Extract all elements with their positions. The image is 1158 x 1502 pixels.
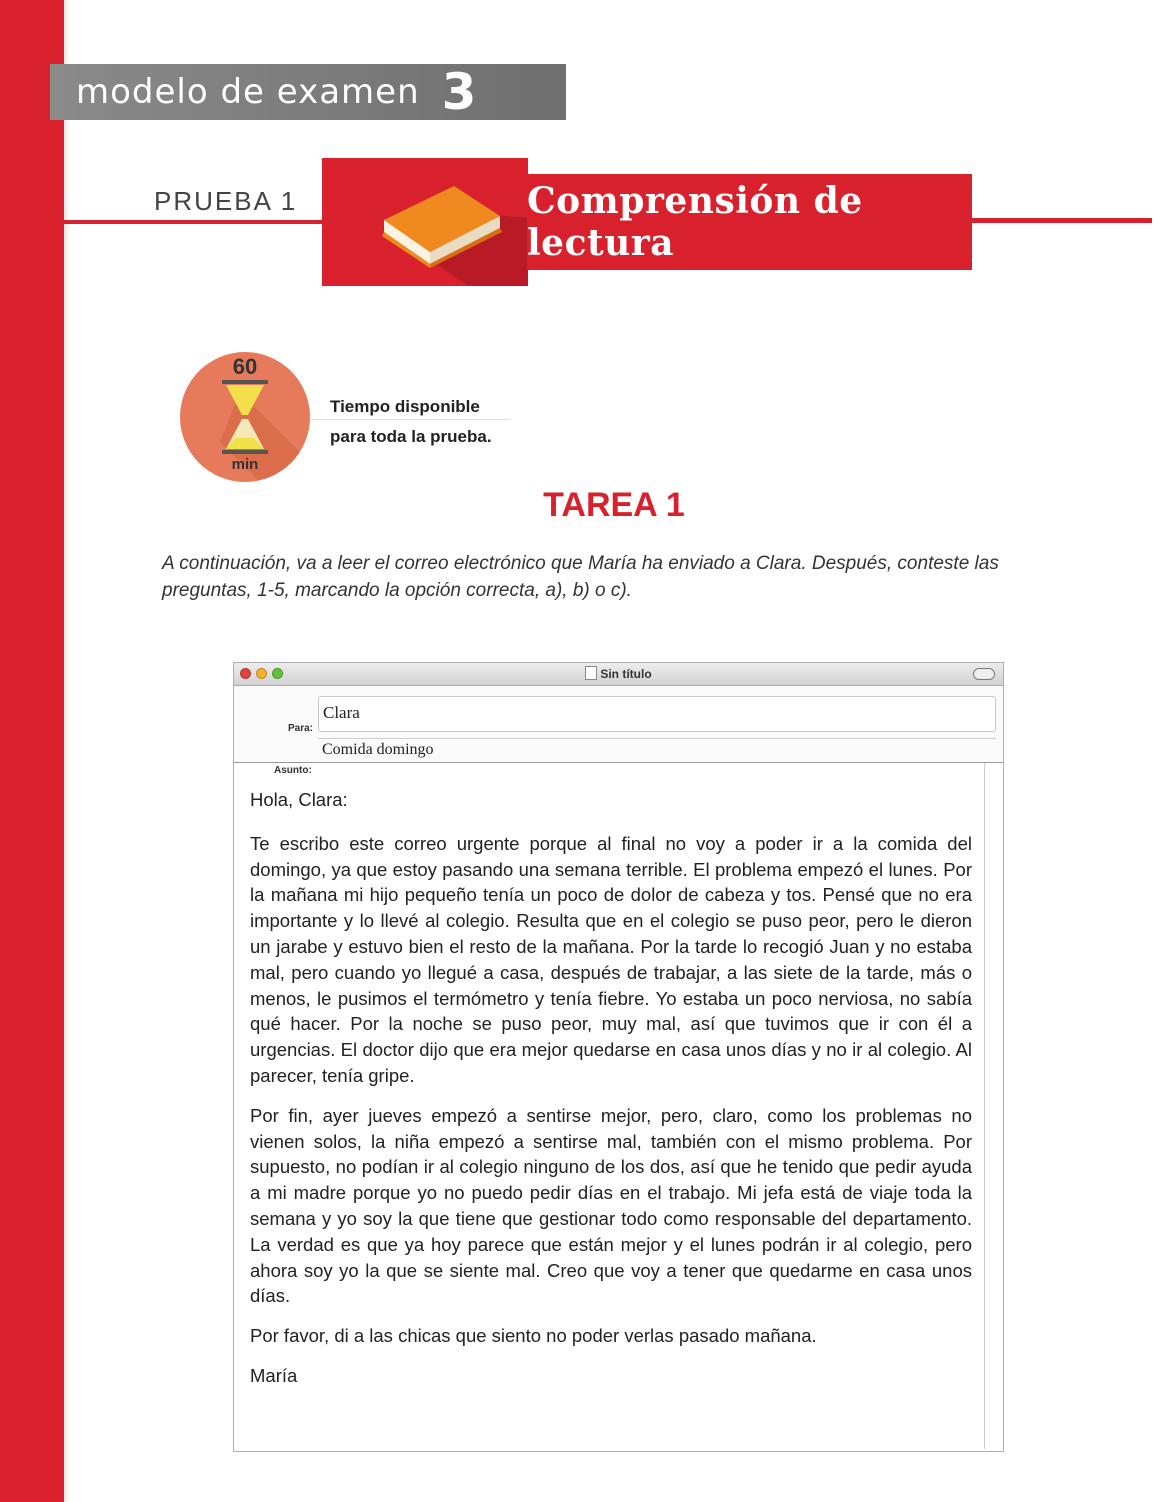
email-paragraph-1: Te escribo este correo urgente porque al final no voy a poder ir a la comida del domingo, ya que estoy pasando una semana terrible. El problema empezó el lunes. Por la mañana mi hijo pequeño tenía un poco de dolor de cabeza y tos. Pensé que no era importante y lo llevé al colegio. Resulta que en el colegio se puso peor, pero le dieron un jarabe y estuvo bien el resto de la mañana. Por la tarde lo recogió Juan y no estaba mal, pero cuando yo llegué a casa, después de trabajar, a las siete de la tarde, más o menos, le pusimos el termómetro y tenía fiebre. Yo estaba un poco nerviosa, no sabía qué hacer. Por la noche se puso peor, muy mal, así que tuvimos que ir con él a urgencias. El doctor dijo que era mejor quedarse en casa unos días y no ir al colegio. Al parecer, tenía gripe.	[250, 832, 972, 1086]
email-scrollbar[interactable]	[984, 763, 995, 1449]
email-signature: María	[250, 1364, 298, 1386]
to-field[interactable]: Clara	[318, 696, 996, 732]
email-paragraph-3: Por favor, di a las chicas que siento no poder verlas pasado mañana.	[250, 1325, 817, 1347]
exam-model-banner	[50, 64, 566, 120]
timer-badge	[180, 352, 310, 482]
email-header	[234, 686, 1003, 776]
task-instructions: A continuación, va a leer el correo electrónico que María ha enviado a Clara. Después, conteste las preguntas, 1-5, marcando la opción correcta, a), b) o c).	[162, 553, 999, 601]
toolbar-toggle-button[interactable]	[973, 668, 995, 680]
section-title: Comprensión de lectura	[527, 180, 863, 264]
document-icon	[585, 666, 597, 680]
section-right-rule	[972, 218, 1152, 223]
timer-caption-line2: para toda la prueba.	[330, 427, 492, 446]
prueba-label: PRUEBA 1	[154, 186, 298, 216]
task-title: TAREA 1	[543, 486, 685, 524]
timer-caption	[330, 392, 492, 452]
subject-field[interactable]: Comida domingo	[318, 738, 996, 760]
email-window-title-text: Sin título	[600, 667, 652, 681]
prueba-rule	[64, 220, 322, 224]
email-paragraph-2: Por fin, ayer jueves empezó a sentirse mejor, pero, claro, como los problemas no vienen solos, la niña empezó a sentirse mal, también con el mismo problema. Por supuesto, no podían ir al colegio ninguno de los dos, así que he tenido que pedir ayuda a mi madre porque yo no puedo pedir días en el trabajo. Mi jefa está de viaje toda la semana y yo soy la que tiene que gestionar todo como responsable del departamento. La verdad es que ya hoy parece que están mejor y el lunes podrán ir al colegio, pero ahora soy yo la que se siente mal. Creo que voy a tener que quedarme en casa unos días.	[250, 1104, 972, 1307]
email-window-title	[234, 666, 1003, 681]
exam-banner-number: 3	[441, 63, 477, 121]
email-window	[233, 662, 1004, 1452]
email-greeting: Hola, Clara:	[250, 789, 348, 810]
exam-banner-label: modelo de examen	[76, 72, 420, 112]
book-icon	[322, 158, 528, 286]
timer-caption-line1: Tiempo disponible	[330, 397, 480, 416]
left-accent-bar	[0, 0, 64, 1502]
subject-label: Asunto:	[274, 765, 312, 776]
to-label: Para:	[288, 723, 314, 734]
timer-unit: min	[231, 456, 259, 473]
section-icon-tab	[322, 158, 528, 286]
email-body[interactable]	[250, 787, 972, 1403]
email-titlebar	[234, 663, 1003, 686]
section-title-band	[527, 174, 972, 270]
timer-minutes: 60	[232, 354, 258, 379]
